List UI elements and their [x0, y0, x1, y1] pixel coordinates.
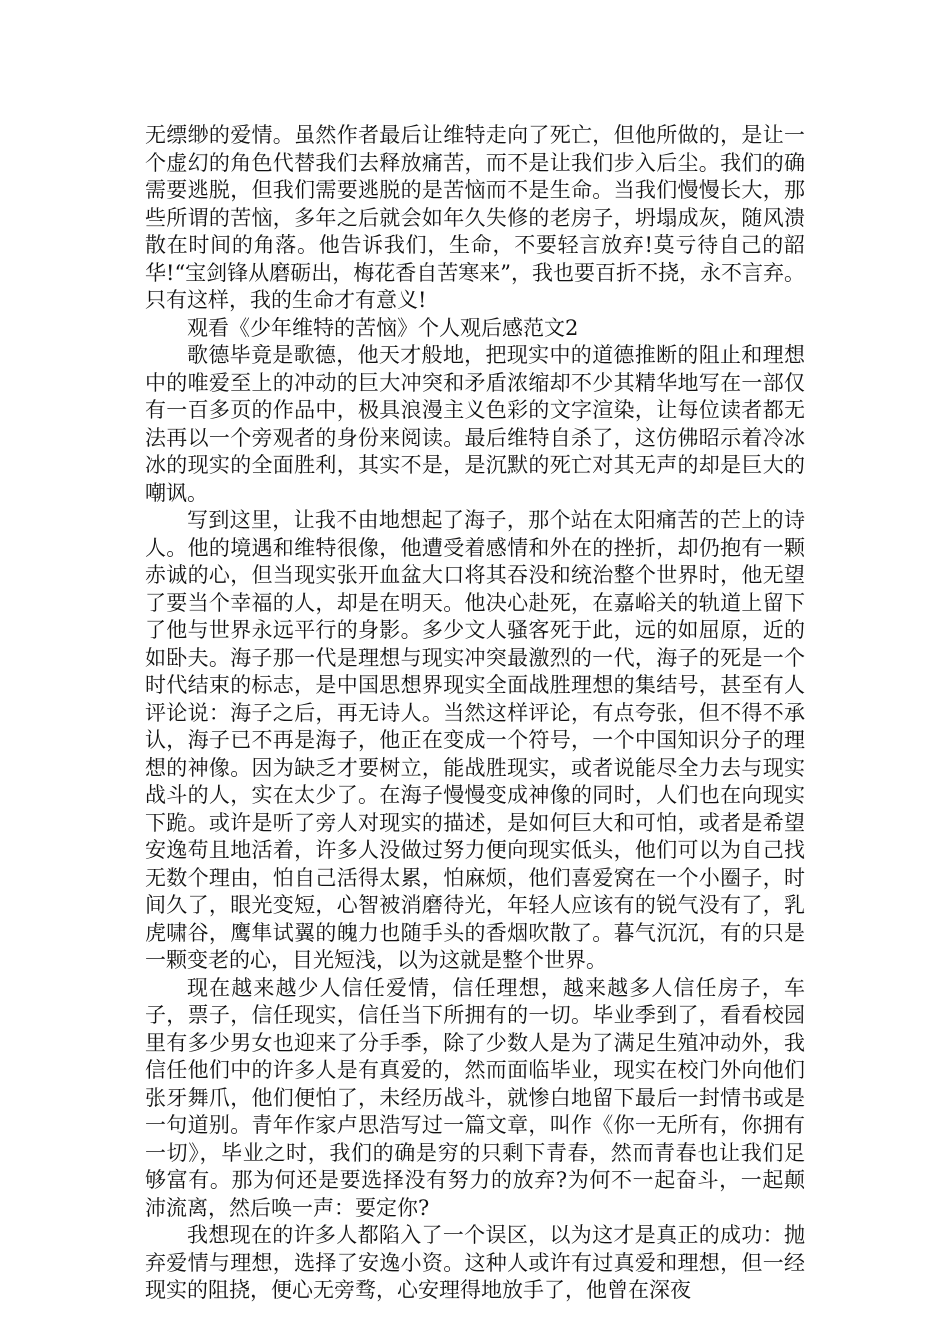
paragraph-3: 写到这里，让我不由地想起了海子，那个站在太阳痛苦的芒上的诗人。他的境遇和维特很像，他遭受着感情和外在的挫折，却仍抱有一颗赤诚的心，但当现实张开血盆大口将其吞没和统治整个世界时，他无望了要当个幸福的人，却是在明天。他决心赴死，在嘉峪关的轨道上留下了他与世界永远平行的身影。多少文人骚客死于此，远的如屈原，近的如卧夫。海子那一代是理想与现实冲突最激烈的一代，海子的死是一个时代结束的标志，是中国思想界现实全面战胜理想的集结号，甚至有人评论说：海子之后，再无诗人。当然这样评论，有点夸张，但不得不承认，海子已不再是海子，他正在变成一个符号，一个中国知识分子的理想的神像。因为缺乏才要树立，能战胜现实，或者说能尽全力去与现实战斗的人，实在太少了。在海子慢慢变成神像的同时，人们也在向现实下跪。或许是听了旁人对现实的描述，是如何巨大和可怕，或者是希望安逸苟且地活着，许多人没做过努力便向现实低头，他们可以为自己找无数个理由，怕自己活得太累，怕麻烦，他们喜爱窝在一个小圈子，时间久了，眼光变短，心智被消磨待光，年轻人应该有的锐气没有了，乳虎啸谷，鹰隼试翼的魄力也随手头的香烟吹散了。暮气沉沉，有的只是一颗变老的心，目光短浅，以为这就是整个世界。	[145, 508, 805, 972]
paragraph-5: 我想现在的许多人都陷入了一个误区，以为这才是真正的成功：抛弃爱情与理想，选择了安逸小资。这种人或许有过真爱和理想，但一经现实的阻挠，便心无旁骛，心安理得地放手了，他曾在深夜	[145, 1223, 805, 1302]
section-heading: 观看《少年维特的苦恼》个人观后感范文2	[187, 315, 579, 340]
paragraph-2: 歌德毕竟是歌德，他天才般地，把现实中的道德推断的阻止和理想中的唯爱至上的冲动的巨大冲突和矛盾浓缩却不少其精华地写在一部仅有一百多页的作品中，极具浪漫主义色彩的文字渲染，让每位读者都无法再以一个旁观者的身份来阅读。最后维特自杀了，这仿佛昭示着冷冰冰的现实的全面胜利，其实不是，是沉默的死亡对其无声的却是巨大的嘲讽。	[145, 343, 805, 505]
paragraph-1: 无缥缈的爱情。虽然作者最后让维特走向了死亡，但他所做的，是让一个虚幻的角色代替我们去释放痛苦，而不是让我们步入后尘。我们的确需要逃脱，但我们需要逃脱的是苦恼而不是生命。当我们慢慢长大，那些所谓的苦恼，多年之后就会如年久失修的老房子，坍塌成灰，随风溃散在时间的角落。他告诉我们，生命，不要轻言放弃!莫亏待自己的韶华!“宝剑锋从磨砺出，梅花香自苦寒来”，我也要百折不挠，永不言弃。只有这样，我的生命才有意义!	[145, 123, 805, 312]
paragraph-4: 现在越来越少人信任爱情，信任理想，越来越多人信任房子，车子，票子，信任现实，信任当下所拥有的一切。毕业季到了，看看校园里有多少男女也迎来了分手季，除了少数人是为了满足生殖冲动外，我信任他们中的许多人是有真爱的，然而面临毕业，现实在校门外向他们张牙舞爪，他们便怕了，未经历战斗，就惨白地留下最后一封情书或是一句道别。青年作家卢思浩写过一篇文章，叫作《你一无所有，你拥有一切》，毕业之时，我们的确是穷的只剩下青春，然而青春也让我们足够富有。那为何还是要选择没有努力的放弃?为何不一起奋斗，一起颠沛流离，然后唤一声：要定你?	[145, 975, 805, 1220]
document-page	[145, 122, 805, 1305]
